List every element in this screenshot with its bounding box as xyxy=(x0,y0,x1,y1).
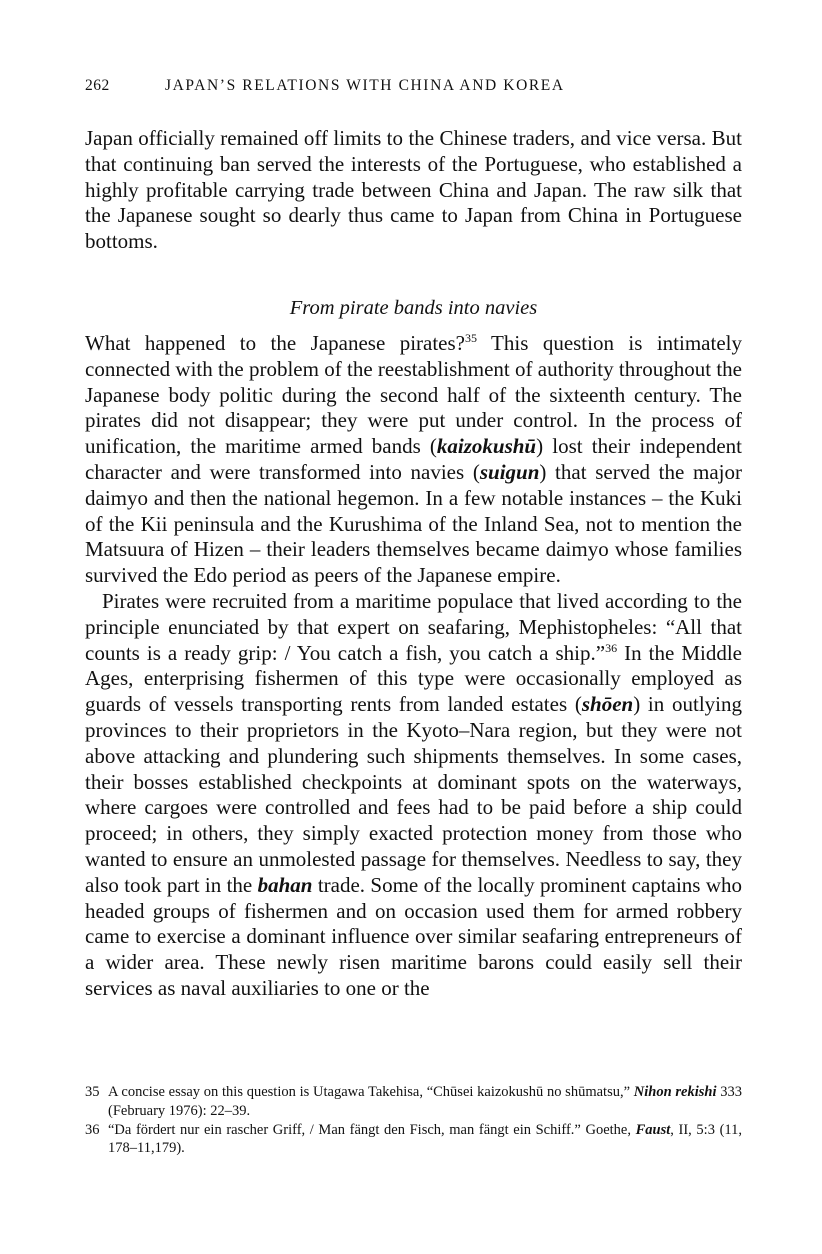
term-kaizokushu: kaizokushū xyxy=(436,434,537,459)
paragraph-2-text-1: What happened to the Japanese pirates? xyxy=(85,330,465,355)
paragraph-2-text-4: ) that served the major daimyo and then the national hegemon. In a few notable instances – the Kuki of the Kii peninsula and the Kurushima of the Inland Sea, not to mention the Matsuura of Hizen – their leaders themselves became daimyo whose families survived the Edo period as peers of the Japanese empire. xyxy=(85,459,742,588)
paragraph-3-text-4: trade. Some of the locally prominent captains who headed groups of fishermen and on occasion used them for armed robbery came to exercise a dominant influence over similar seafaring entrepreneurs of a wider area. These newly risen maritime barons could easily sell their services as naval auxiliaries to one or the xyxy=(85,872,742,1000)
footnote-work-title: Faust xyxy=(635,1121,671,1138)
paragraph-3-text-2: In the Middle Ages, enterprising fishermen of this type were occasionally employed as guards of vessels transporting rents from landed estates ( xyxy=(85,640,742,717)
footnote-text: A concise essay on this question is Utagawa Takehisa, “Chūsei kaizokushū no shūmatsu,” xyxy=(108,1084,634,1100)
footnote-36 xyxy=(85,1121,742,1159)
body-text xyxy=(85,126,742,1002)
paragraph-3-text-3: ) in outlying provinces to their proprietors in the Kyoto–Nara region, but they were not above attacking and plundering such shipments themselves. In some cases, their bosses established checkpoints at dominant spots on the waterways, where cargoes were controlled and fees had to be paid before a ship could proceed; in others, they simply exacted protection money from those who wanted to ensure an unmolested passage for themselves. Needless to say, they also took part in the xyxy=(85,692,742,897)
footnote-text: , II, 5:3 (11, 178–11,179). xyxy=(108,1121,742,1157)
footnote-journal-title: Nihon rekishi xyxy=(633,1084,717,1100)
page-number: 262 xyxy=(85,77,110,94)
paragraph-3 xyxy=(85,589,742,1002)
paragraph-1: Japan officially remained off limits to the Chinese traders, and vice versa. But that continuing ban served the interests of the Portuguese, who established a highly profitable carrying trade between China and Japan. The raw silk that the Japanese sought so dearly thus came to Japan from China in Portuguese bottoms. xyxy=(85,126,742,254)
paragraph-3-text-1: Pirates were recruited from a maritime populace that lived according to the principle enunciated by that expert on seafaring, Mephistopheles: “All that counts is a ready grip: / You catch a fish, you catch a ship.” xyxy=(85,588,742,665)
running-title: JAPAN’S RELATIONS WITH CHINA AND KOREA xyxy=(165,77,565,94)
footnote-number: 36 xyxy=(85,1121,100,1138)
term-shoen: shōen xyxy=(581,692,634,717)
paragraph-2-text-2: This question is intimately connected with the problem of the reestablishment of authority throughout the Japanese body politic during the second half of the sixteenth century. The pirates did not disappear; they were put under control. In the process of unification, the maritime armed bands ( xyxy=(85,330,742,459)
running-head xyxy=(85,74,742,98)
footnote-number: 35 xyxy=(85,1084,100,1100)
term-suigun: suigun xyxy=(479,459,540,484)
page xyxy=(85,74,742,1002)
footnote-text: 333 (February 1976): 22–39. xyxy=(108,1084,742,1119)
footnotes xyxy=(85,1083,742,1158)
footnote-ref-35[interactable]: 35 xyxy=(465,330,477,345)
footnote-text: “Da fördert nur ein rascher Griff, / Man fängt den Fisch, man fängt ein Schiff.” Goethe, xyxy=(108,1121,636,1138)
paragraph-2 xyxy=(85,331,742,589)
section-heading: From pirate bands into navies xyxy=(289,296,538,319)
term-bahan: bahan xyxy=(257,872,313,897)
paragraph-2-text-3: ) lost their independent character and were transformed into navies ( xyxy=(85,434,743,484)
footnote-ref-36[interactable]: 36 xyxy=(605,640,618,655)
footnote-35 xyxy=(85,1083,742,1121)
